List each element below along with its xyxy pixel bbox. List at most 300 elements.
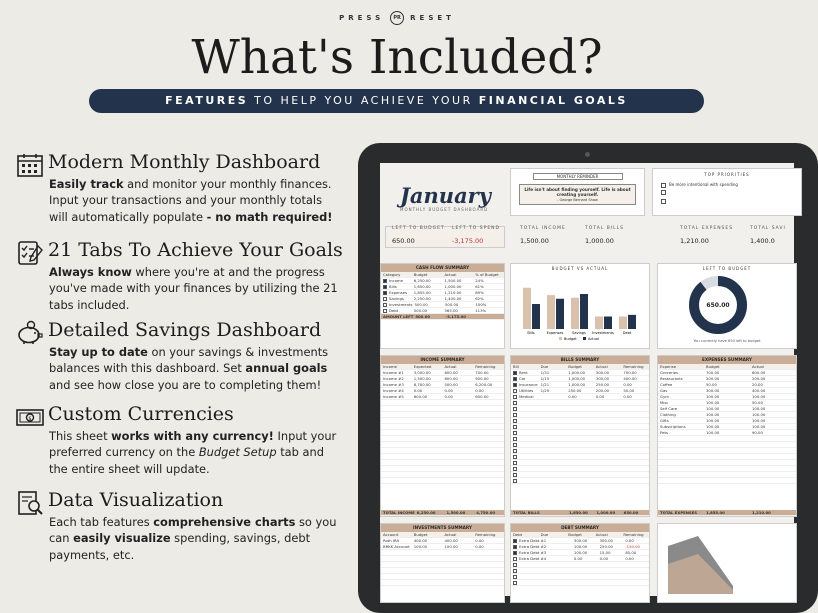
stat-value: 650.00 [392, 237, 415, 245]
cell [750, 478, 796, 483]
bar-actual [604, 317, 612, 330]
cell [750, 442, 796, 447]
cell: 200.00 [595, 388, 610, 393]
cell [658, 460, 704, 465]
row-checkbox[interactable] [513, 449, 517, 453]
cell [704, 436, 750, 441]
cell [566, 460, 594, 465]
cell: 100.00 [752, 412, 766, 417]
cell: 24% [475, 278, 484, 283]
cell [443, 400, 474, 405]
cell: Gas [660, 388, 668, 393]
table-row[interactable] [381, 478, 504, 484]
cell: 1,650.00 [569, 510, 588, 515]
cell: 250.00 [599, 544, 613, 549]
desc-text: and see how close you are to completing them! [49, 377, 322, 392]
cell [621, 442, 649, 447]
area-chart-card [657, 523, 797, 603]
cell: 1,000.00 [568, 370, 586, 375]
col-header: Expected [413, 364, 432, 369]
cell [412, 442, 443, 447]
cell [473, 466, 504, 471]
cell: 100% [475, 302, 487, 307]
feature-title: Data Visualization [48, 489, 224, 511]
cell: 0.00 [475, 544, 484, 549]
cell [539, 442, 567, 447]
cell [621, 454, 649, 459]
cell: 6,250.00 [413, 278, 431, 283]
cell [412, 556, 443, 561]
cell: TOTAL EXPENSES [660, 510, 697, 515]
stat-label: TOTAL BILLS [585, 226, 624, 231]
cell: 1,500.00 [446, 510, 466, 515]
row-checkbox[interactable] [513, 455, 517, 459]
cell [443, 568, 474, 573]
cell [594, 574, 622, 579]
cell: 100.00 [573, 544, 588, 549]
cell [381, 562, 412, 567]
row-checkbox[interactable] [513, 461, 517, 465]
col-header: Expense [660, 364, 677, 369]
cell [473, 454, 504, 459]
income-summary [380, 355, 505, 517]
stat-label: LEFT TO SPEND [452, 226, 501, 231]
bar-budget [619, 317, 627, 330]
row-checkbox[interactable] [513, 473, 517, 477]
cell: Gym [660, 394, 669, 399]
cell: 50.00 [752, 400, 763, 405]
legend-swatch [583, 337, 586, 340]
cell [473, 442, 504, 447]
cell [539, 418, 567, 423]
row-checkbox[interactable] [513, 389, 517, 393]
row-checkbox[interactable] [513, 467, 517, 471]
cell [511, 400, 539, 405]
col-header: Remaining [475, 532, 496, 537]
banner-word-2: TO HELP YOU ACHIEVE YOUR [254, 94, 473, 107]
cell [511, 442, 539, 447]
cell: 1/15 [540, 376, 550, 381]
row-checkbox[interactable] [513, 437, 517, 441]
stat-value: 1,000.00 [585, 237, 614, 245]
priority-item[interactable] [661, 182, 801, 188]
row-checkbox[interactable] [513, 545, 517, 549]
bar-category-label: Investments [592, 331, 614, 335]
cell [539, 574, 567, 579]
col-header: Budget [568, 532, 582, 537]
cell: 0.00 [475, 388, 484, 393]
row-checkbox[interactable] [513, 443, 517, 447]
row-checkbox[interactable] [513, 563, 517, 567]
cell [412, 472, 443, 477]
cell: Income #4 [383, 388, 404, 393]
priority-checkbox[interactable] [661, 190, 666, 195]
banner-word-1: FEATURES [165, 94, 249, 107]
cell [704, 466, 750, 471]
cell: TOTAL INCOME [383, 510, 415, 515]
desc-bold: - no math required! [206, 209, 333, 224]
chart-doc-icon [16, 490, 44, 516]
top-priorities-card [652, 168, 802, 216]
row-checkbox[interactable] [513, 557, 517, 561]
row-checkbox[interactable] [513, 401, 517, 405]
cell [704, 448, 750, 453]
donut-title: LEFT TO BUDGET [702, 266, 752, 271]
cell: 500.00 [415, 314, 430, 319]
cell [473, 424, 504, 429]
cell [566, 472, 594, 477]
cell [546, 538, 572, 543]
cell [566, 424, 594, 429]
cell [566, 400, 594, 405]
cell [566, 412, 594, 417]
cell: -3,175.00 [445, 314, 466, 319]
stat-total-expenses [680, 226, 746, 245]
row-checkbox[interactable] [513, 431, 517, 435]
row-checkbox[interactable] [513, 413, 517, 417]
desc-text: This sheet [49, 429, 112, 443]
brand-right-text: RESET [410, 14, 455, 22]
row-checkbox[interactable] [383, 309, 387, 313]
cell [704, 454, 750, 459]
cell [473, 562, 504, 567]
cell: 250.00 [568, 388, 582, 393]
cell [566, 454, 594, 459]
cell [381, 568, 412, 573]
cell [546, 556, 572, 561]
desc-bold: annual goals [245, 361, 328, 376]
cell: 100.00 [706, 418, 720, 423]
cell [511, 568, 539, 573]
row-checkbox[interactable] [513, 407, 517, 411]
money-icon [16, 404, 44, 430]
table-row[interactable] [511, 478, 649, 484]
cell: 0.00 [625, 538, 634, 543]
cell [594, 406, 622, 411]
cell: Utilities [511, 388, 539, 393]
col-header: Due [540, 364, 549, 369]
desc-bold: Stay up to date [49, 345, 148, 359]
cell: Income [381, 278, 412, 283]
cell: 2,250.00 [413, 296, 431, 301]
cell [473, 448, 504, 453]
cell [621, 562, 649, 567]
cell [381, 418, 412, 423]
cell [750, 460, 796, 465]
cell: Misc [660, 400, 669, 405]
cell [704, 460, 750, 465]
cell [412, 478, 443, 483]
checklist-icon [16, 240, 44, 266]
col-header: Income [383, 364, 397, 369]
col-header: Budget [413, 272, 428, 277]
cell [511, 406, 539, 411]
cell: Roth IRA [383, 538, 400, 543]
bills-total-row [511, 510, 649, 516]
cell [473, 472, 504, 477]
expenses-summary [657, 355, 797, 517]
cell: Medical [511, 394, 539, 399]
cell [658, 466, 704, 471]
cell [381, 448, 412, 453]
col-header: Remaining [623, 364, 644, 369]
bills-title: BILLS SUMMARY [511, 356, 649, 364]
cell [381, 574, 412, 579]
desc-bold: works with any currency! [111, 429, 274, 443]
cell [566, 418, 594, 423]
cell: 900.00 [475, 376, 489, 381]
cell: 600.00 [752, 370, 766, 375]
cell: 700.00 [623, 370, 637, 375]
calendar-icon [16, 152, 44, 178]
cell: 113% [475, 308, 487, 313]
cell [412, 466, 443, 471]
cell [511, 412, 539, 417]
cell: 100.00 [752, 418, 766, 423]
row-checkbox[interactable] [513, 419, 517, 423]
desc-bold: Easily track [49, 177, 124, 191]
cell [381, 442, 412, 447]
cell [750, 466, 796, 471]
desc-text: where you're at and the progress you've made with your finances by utilizing the 21 tabs included. [49, 265, 338, 312]
cell [381, 412, 412, 417]
cell [443, 472, 474, 477]
cell: 400.00 [413, 538, 428, 543]
row-checkbox[interactable] [383, 291, 387, 295]
table-row[interactable] [511, 580, 649, 586]
cell [621, 568, 649, 573]
cell [412, 562, 443, 567]
cell [621, 448, 649, 453]
cell [658, 454, 704, 459]
row-checkbox[interactable] [513, 377, 517, 381]
legend-label: Budget [564, 337, 577, 341]
cell [621, 430, 649, 435]
cell [594, 460, 622, 465]
cell: Car [511, 376, 539, 381]
dashboard-subtitle: MONTHLY BUDGET DASHBOARD [400, 207, 489, 212]
cell [539, 472, 567, 477]
cell [750, 454, 796, 459]
bar-category-label: Expenses [546, 331, 564, 335]
table-row[interactable] [658, 478, 796, 484]
cell: 1,000.00 [596, 510, 616, 515]
row-checkbox[interactable] [513, 395, 517, 399]
cell [443, 448, 474, 453]
desc-text: Each tab features [49, 515, 154, 529]
income-total-row [381, 510, 504, 516]
table-row[interactable] [381, 580, 504, 586]
row-checkbox[interactable] [383, 303, 387, 307]
cell [412, 400, 443, 405]
cell: Savings [381, 296, 412, 301]
stat-label: TOTAL EXPENSES [680, 226, 734, 231]
bar-actual [556, 299, 564, 329]
cell [566, 466, 594, 471]
cell [381, 472, 412, 477]
col-header: Account [383, 532, 399, 537]
cell: 1,210.00 [752, 510, 771, 515]
cell [473, 580, 504, 585]
cell [443, 466, 474, 471]
row-checkbox[interactable] [383, 285, 387, 289]
col-header: Actual [444, 364, 457, 369]
cell: Expenses [381, 290, 412, 295]
cell: 1,000.00 [568, 382, 586, 387]
cell [621, 472, 649, 477]
tablet-camera [585, 152, 590, 157]
row-checkbox[interactable] [513, 551, 517, 555]
cell [412, 430, 443, 435]
col-header: Budget [568, 364, 582, 369]
col-header: Actual [595, 364, 608, 369]
cell [412, 406, 443, 411]
cell [594, 430, 622, 435]
reminder-quote [519, 184, 636, 205]
cell: 500.00 [414, 302, 428, 307]
cell: 4,750.00 [476, 510, 495, 515]
income-title: INCOME SUMMARY [381, 356, 504, 364]
cell [566, 430, 594, 435]
cell [594, 412, 622, 417]
cell [566, 478, 594, 483]
cell [473, 568, 504, 573]
features-banner [89, 89, 704, 113]
cell [594, 400, 622, 405]
cell: 0.00 [623, 382, 632, 387]
row-checkbox[interactable] [513, 371, 517, 375]
cell [658, 472, 704, 477]
col-header: Remaining [623, 532, 644, 537]
cell: 0.00 [599, 556, 609, 561]
cell [381, 424, 412, 429]
row-checkbox[interactable] [383, 279, 387, 283]
cell [594, 478, 622, 483]
cell [594, 418, 622, 423]
cell [594, 448, 622, 453]
bar-budget [595, 317, 603, 330]
cell: Income #2 [383, 376, 404, 381]
cell [511, 430, 539, 435]
cell: 100.00 [752, 394, 766, 399]
row-checkbox[interactable] [513, 575, 517, 579]
feature-title: Modern Monthly Dashboard [48, 151, 321, 173]
brand-mark: PR [390, 11, 404, 25]
legend-swatch [559, 337, 562, 340]
budget-vs-actual-chart [510, 263, 650, 349]
cell [546, 550, 572, 555]
amount-left-row [381, 314, 504, 320]
cell: 1,210.00 [444, 290, 462, 295]
cell [443, 412, 474, 417]
cell [412, 580, 443, 585]
col-header: Actual [595, 532, 608, 537]
col-header: Remaining [475, 364, 496, 369]
cell [412, 448, 443, 453]
cell [381, 400, 412, 405]
brand-left-text: PRESS [339, 14, 385, 22]
row-checkbox[interactable] [383, 297, 387, 301]
monthly-reminder-card [510, 168, 645, 216]
cell [621, 460, 649, 465]
row-checkbox[interactable] [513, 569, 517, 573]
dashboard-screen [380, 163, 794, 596]
cell: 85.00 [625, 550, 637, 555]
row-checkbox[interactable] [513, 479, 517, 483]
cell: Bills [381, 284, 412, 289]
cell [539, 454, 567, 459]
cell [473, 478, 504, 483]
feature-description [49, 176, 341, 225]
desc-text: and monitor your monthly finances. Input your transactions and your monthly totals will automatically populate [49, 177, 332, 224]
bar-category-label: Bills [527, 331, 535, 335]
cell: 61% [475, 284, 484, 289]
row-checkbox[interactable] [513, 581, 517, 585]
cell [443, 478, 474, 483]
cell [381, 460, 412, 465]
row-checkbox[interactable] [513, 383, 517, 387]
cell [566, 436, 594, 441]
cell: 100.00 [752, 406, 766, 411]
cell [511, 460, 539, 465]
cell: 3,000.00 [413, 370, 431, 375]
bar-budget [571, 298, 579, 329]
donut-note: You currently have 650 left to budget [693, 339, 761, 343]
cell [621, 424, 649, 429]
expenses-total-row [658, 510, 796, 516]
cell [621, 466, 649, 471]
cell [412, 568, 443, 573]
cell: 100.00 [413, 544, 428, 549]
cell [473, 550, 504, 555]
col-header: Actual [444, 532, 457, 537]
cell: 300.00 [706, 388, 720, 393]
cell [621, 406, 649, 411]
row-checkbox[interactable] [513, 425, 517, 429]
cell [511, 418, 539, 423]
feature-description [49, 428, 341, 477]
cell: 1/21 [540, 382, 550, 387]
cell: 100.00 [573, 550, 588, 555]
cell: Extra Debt #1 [511, 538, 546, 543]
cell [704, 478, 750, 483]
cell: 100.00 [706, 394, 720, 399]
stat-value: 1,500.00 [520, 237, 549, 245]
cell: Coffee [660, 382, 673, 387]
cell [473, 430, 504, 435]
bar-actual [580, 294, 588, 329]
desc-text: Input your preferred currency on the [49, 429, 337, 460]
brand-logo [0, 11, 794, 25]
priority-checkbox[interactable] [661, 183, 666, 188]
cell [594, 442, 622, 447]
desc-text: so you can [49, 515, 337, 546]
row-checkbox[interactable] [513, 539, 517, 543]
col-header: Actual [444, 272, 457, 277]
cell [539, 466, 567, 471]
cell [381, 436, 412, 441]
col-header: Bill [513, 364, 519, 369]
cell: 0.00 [623, 394, 632, 399]
cell: 400.00 [752, 388, 766, 393]
cell [566, 574, 594, 579]
cell [443, 430, 474, 435]
cell [381, 406, 412, 411]
priority-checkbox[interactable] [661, 199, 666, 204]
donut-chart [658, 271, 796, 337]
cell: 1,855.00 [706, 510, 725, 515]
cell [539, 424, 567, 429]
